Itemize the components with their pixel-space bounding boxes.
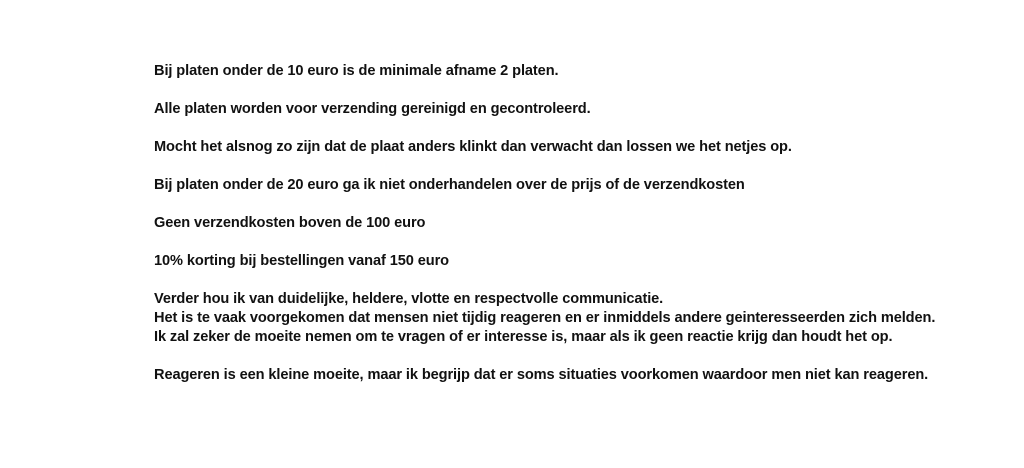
- communication-line-1: Verder hou ik van duidelijke, heldere, vlotte en respectvolle communicatie.: [154, 291, 664, 307]
- paragraph-free-shipping: Geen verzendkosten boven de 100 euro: [154, 215, 426, 231]
- communication-line-3: Ik zal zeker de moeite nemen om te vragen of er interesse is, maar als ik geen reactie krijg dan houdt het op.: [154, 329, 893, 345]
- paragraph-communication: [154, 290, 1014, 347]
- paragraph-closing: Reageren is een kleine moeite, maar ik begrijp dat er soms situaties voorkomen waardoor men niet kan reageren.: [154, 367, 929, 383]
- document-body: [154, 62, 1014, 404]
- paragraph-minimum-order: Bij platen onder de 10 euro is de minimale afname 2 platen.: [154, 63, 559, 79]
- paragraph-cleaning: Alle platen worden voor verzending gereinigd en gecontroleerd.: [154, 101, 591, 117]
- paragraph-discount: 10% korting bij bestellingen vanaf 150 euro: [154, 253, 449, 269]
- paragraph-no-negotiation: Bij platen onder de 20 euro ga ik niet onderhandelen over de prijs of de verzendkosten: [154, 177, 745, 193]
- communication-line-2: Het is te vaak voorgekomen dat mensen niet tijdig reageren en er inmiddels andere geinteresseerden zich melden.: [154, 310, 936, 326]
- paragraph-sound-guarantee: Mocht het alsnog zo zijn dat de plaat anders klinkt dan verwacht dan lossen we het netjes op.: [154, 139, 792, 155]
